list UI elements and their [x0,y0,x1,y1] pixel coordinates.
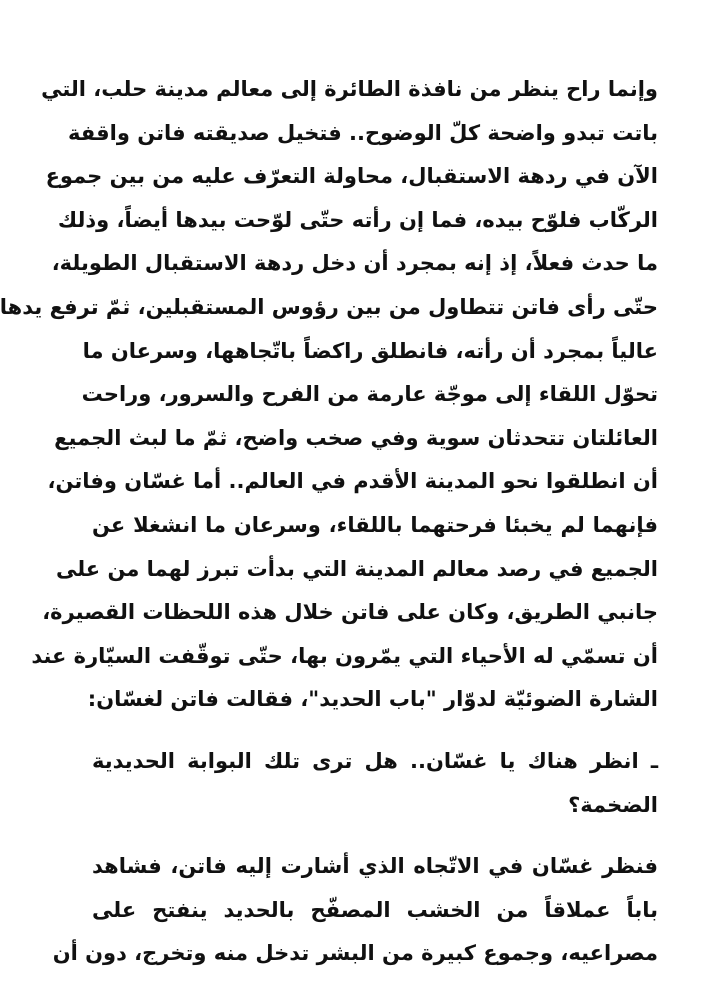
paragraph-2-dialogue [92,740,658,827]
text-line: الضخمة؟ [568,792,658,817]
paragraph-1 [0,68,658,722]
text-line: الآن في ردهة الاستقبال، محاولة التعرّف عليه من بين جموع [45,164,658,189]
text-line: باتت تبدو واضحة كلّ الوضوح.. فتخيل صديقته فاتن واقفة [68,120,658,145]
text-line: الجميع في رصد معالم المدينة التي بدأت تبرز لهما من على [55,556,658,581]
text-line: وإنما راح ينظر من نافذة الطائرة إلى معالم مدينة حلب، التي [41,77,658,101]
text-line: فنظر غسّان في الاتّجاه الذي أشارت إليه فاتن، فشاهد [92,854,658,879]
text-line: العائلتان تتحدثان سوية وفي صخب واضح، ثمّ ما لبث الجميع [54,425,658,450]
paragraph-3 [52,845,658,976]
text-line: جانبي الطريق، وكان على فاتن خلال هذه اللحظات القصيرة، [42,600,658,625]
text-line: مصراعيه، وجموع كبيرة من البشر تدخل منه وتخرج، دون أن [52,941,658,966]
paragraph-gap [92,827,658,845]
text-line: الشارة الضوئيّة لدوّار "باب الحديد"، فقالت فاتن لغسّان: [87,687,658,712]
text-line: باباً عملاقاً من الخشب المصفّح بالحديد ينفتح على [92,897,658,922]
text-line: فإنهما لم يخبئا فرحتهما باللقاء، وسرعان ما انشغلا عن [92,512,658,537]
text-line: الركّاب فلوّح بيده، فما إن رأته حتّى لوّحت بيدها أيضاً، وذلك [57,207,658,232]
text-line: أن تسمّي له الأحياء التي يمّرون بها، حتّى توقّفت السيّارة عند [31,643,658,668]
book-page [0,68,658,976]
text-line: عالياً بمجرد أن رأته، فانطلق راكضاً باتّجاهها، وسرعان ما [82,338,658,363]
text-line: ما حدث فعلاً، إذ إنه بمجرد أن دخل ردهة الاستقبال الطويلة، [51,251,658,276]
text-line: تحوّل اللقاء إلى موجّة عارمة من الفرح والسرور، وراحت [81,382,658,407]
text-line: حتّى رأى فاتن تتطاول من بين رؤوس المستقبلين، ثمّ ترفع يدها [0,294,658,319]
text-line: ـ انظر هناك يا غسّان.. هل ترى تلك البوابة الحديدية [92,748,658,773]
text-line: أن انطلقوا نحو المدينة الأقدم في العالم.. أما غسّان وفاتن، [47,469,658,494]
paragraph-gap [92,722,658,740]
